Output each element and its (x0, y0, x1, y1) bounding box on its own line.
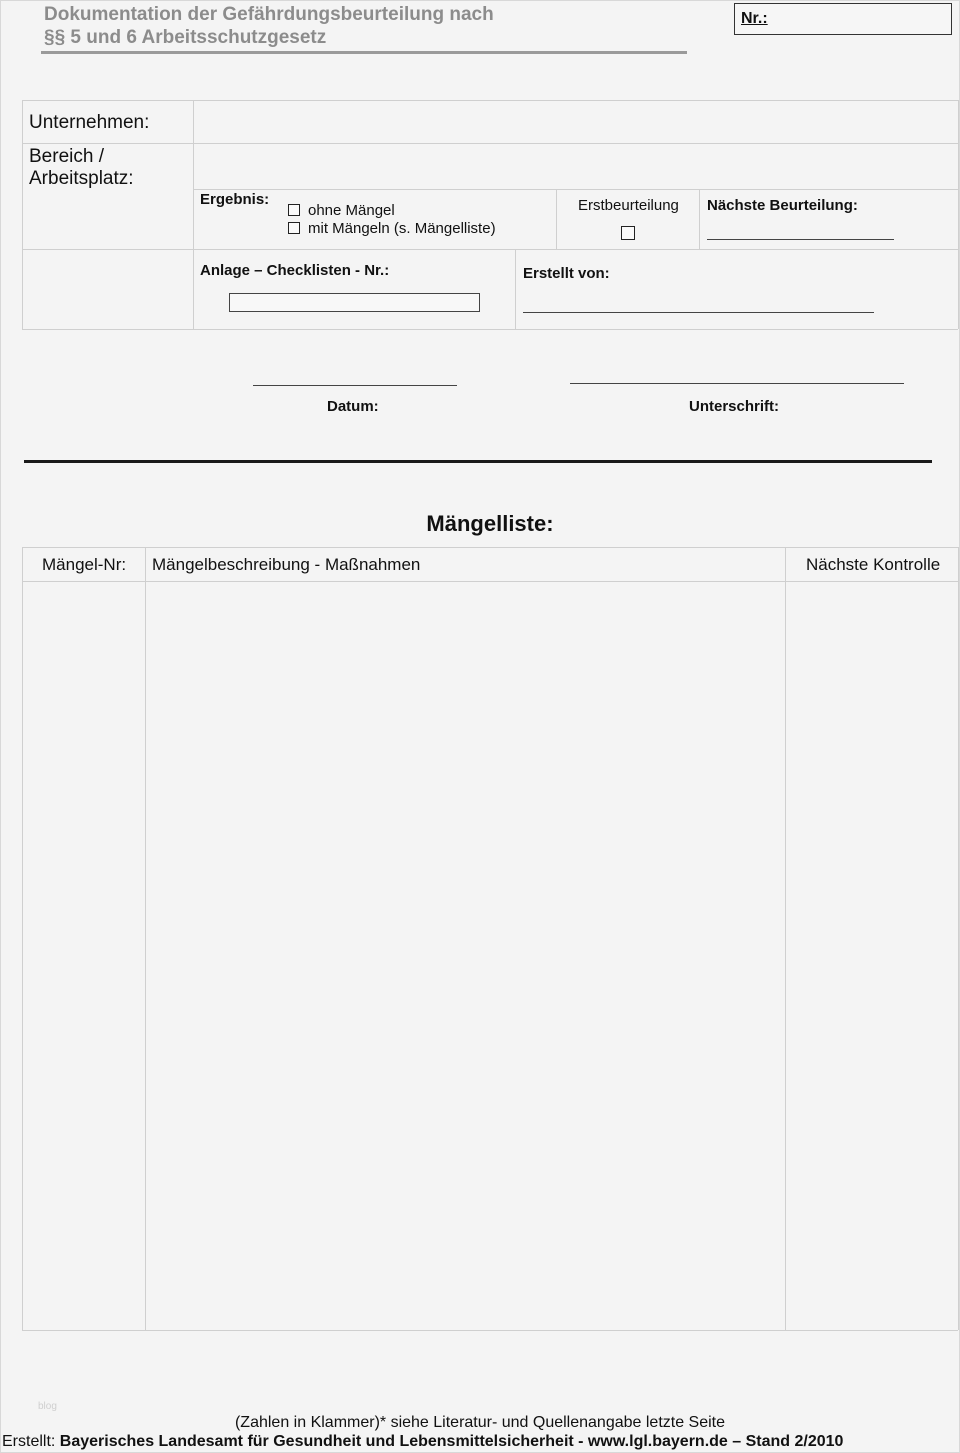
ohne-maengel-label: ohne Mängel (308, 202, 395, 219)
document-title (44, 3, 494, 49)
column-header-maengel-nr: Mängel-Nr: (42, 555, 127, 574)
bereich-field[interactable] (194, 144, 957, 189)
column-header-beschreibung: Mängelbeschreibung - Maßnahmen (152, 555, 421, 574)
bereich-label (29, 146, 134, 190)
header-rule (41, 51, 687, 54)
document-title-line2: §§ 5 und 6 Arbeitsschutzgesetz (44, 27, 327, 48)
erstellt-von-label: Erstellt von: (523, 265, 610, 282)
footer-note: (Zahlen in Klammer)* siehe Literatur- und Quellenangabe letzte Seite (234, 1414, 726, 1431)
beschreibung-cell[interactable] (146, 582, 785, 1330)
erstellt-von-field[interactable] (523, 312, 874, 313)
bereich-label-line1: Bereich / (29, 146, 104, 167)
footer-created (2, 1433, 843, 1451)
bereich-label-line2: Arbeitsplatz: (29, 168, 134, 189)
naechste-beurteilung-label: Nächste Beurteilung: (707, 197, 858, 214)
naechste-beurteilung-field[interactable] (707, 239, 894, 240)
mit-maengeln-label: mit Mängeln (s. Mängelliste) (308, 220, 496, 237)
unternehmen-label: Unternehmen: (29, 112, 150, 133)
erstbeurteilung-checkbox[interactable] (621, 226, 635, 240)
blog-watermark: blog (38, 1401, 57, 1412)
datum-field[interactable] (253, 385, 457, 386)
nr-field[interactable] (734, 3, 952, 35)
ohne-maengel-checkbox[interactable] (288, 204, 300, 216)
maengelliste-title: Mängelliste: (426, 511, 554, 536)
datum-label: Datum: (327, 398, 379, 415)
naechste-kontrolle-cell[interactable] (786, 582, 958, 1330)
unternehmen-field[interactable] (194, 101, 957, 143)
footer-created-prefix: Erstellt: (2, 1433, 60, 1450)
anlage-label: Anlage – Checklisten - Nr.: (200, 262, 390, 279)
unterschrift-field[interactable] (570, 383, 904, 384)
unterschrift-label: Unterschrift: (689, 398, 780, 415)
ergebnis-label: Ergebnis: (200, 191, 270, 208)
maengel-nr-cell[interactable] (23, 582, 145, 1330)
nr-label: Nr.: (741, 10, 768, 27)
footer-created-by: Bayerisches Landesamt für Gesundheit und Lebensmittelsicherheit - www.lgl.bayern.de – Stand 2/2010 (59, 1433, 844, 1450)
mit-maengeln-checkbox[interactable] (288, 222, 300, 234)
document-title-line1: Dokumentation der Gefährdungsbeurteilung nach (44, 4, 494, 25)
erstbeurteilung-label: Erstbeurteilung (578, 197, 679, 214)
section-divider (24, 460, 932, 463)
anlage-checklisten-input[interactable] (229, 293, 480, 312)
column-header-naechste-kontrolle: Nächste Kontrolle (806, 555, 941, 574)
